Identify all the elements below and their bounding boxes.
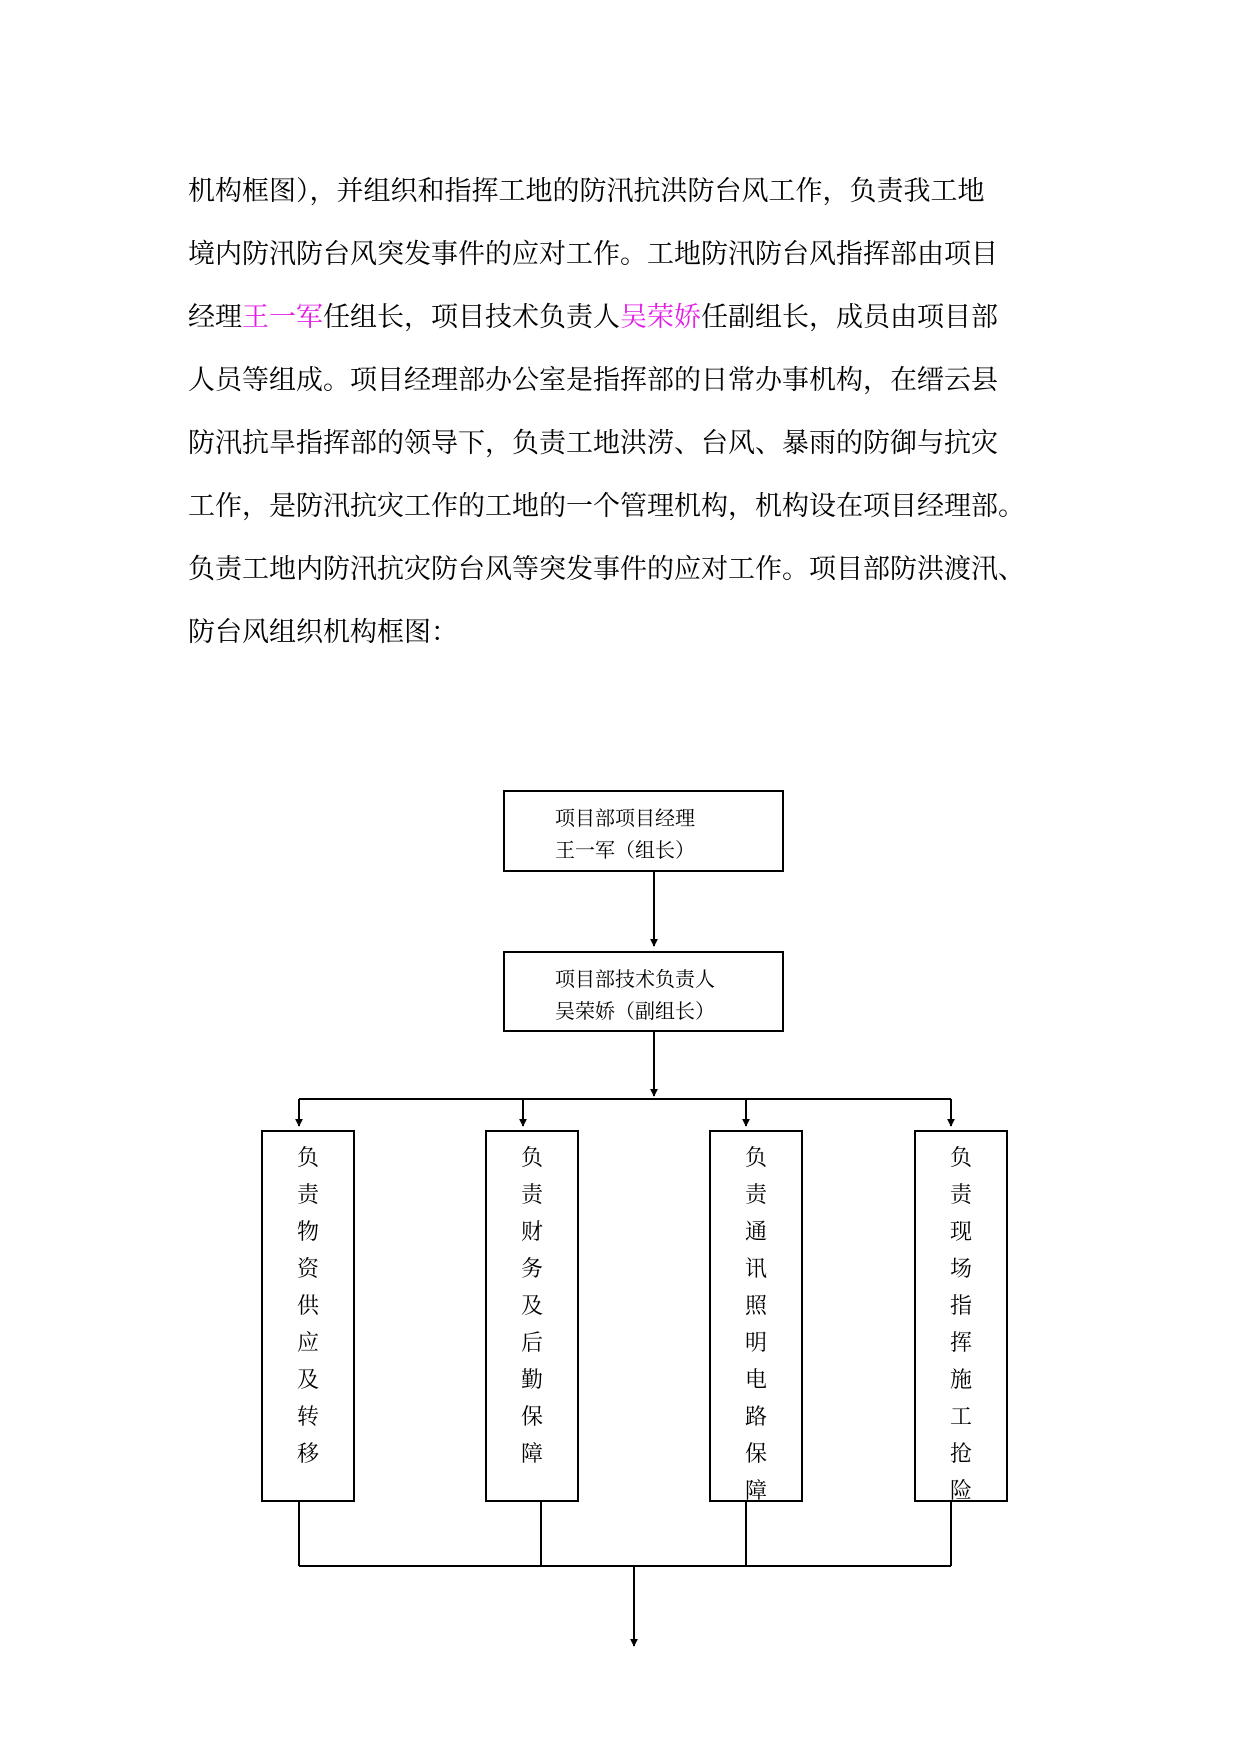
- paragraph-text: 境内防汛防台风突发事件的应对工作。工地防汛防台风指挥部由项目: [188, 239, 998, 270]
- duty-box-communications-label: 负责通讯照明电路保障: [744, 1146, 767, 1504]
- duty-box-finance-label: 负责财务及后勤保障: [520, 1146, 543, 1467]
- duty-box-onsite-command: [914, 1130, 1008, 1502]
- paragraph-text: 经理: [188, 302, 242, 333]
- highlighted-name: 吴荣娇: [620, 302, 701, 333]
- manager-box-title: 项目部项目经理: [555, 806, 695, 830]
- paragraph-text: 工作，是防汛抗灾工作的工地的一个管理机构，机构设在项目经理部。: [188, 491, 1025, 522]
- duty-box-supplies-label: 负责物资供应及转移: [296, 1146, 319, 1467]
- paragraph-text: 人员等组成。项目经理部办公室是指挥部的日常办事机构，在缙云县: [188, 365, 998, 396]
- highlighted-name: 王一军: [242, 302, 323, 333]
- duty-box-supplies: [261, 1130, 355, 1502]
- tech-lead-box-name: 吴荣娇（副组长）: [555, 999, 715, 1023]
- paragraph-text: 任组长，项目技术负责人: [323, 302, 620, 333]
- tech-lead-box: [503, 951, 784, 1032]
- manager-box: [503, 790, 784, 872]
- paragraph-text: 机构框图），并组织和指挥工地的防汛抗洪防台风工作，负责我工地: [188, 176, 985, 207]
- tech-lead-box-title: 项目部技术负责人: [555, 967, 715, 991]
- duty-box-onsite-command-label: 负责现场指挥施工抢险: [949, 1146, 972, 1504]
- paragraph-text: 任副组长，成员由项目部: [701, 302, 998, 333]
- paragraph-text: 防台风组织机构框图：: [188, 617, 458, 648]
- paragraph-text: 防汛抗旱指挥部的领导下，负责工地洪涝、台风、暴雨的防御与抗灾: [188, 428, 998, 459]
- duty-box-finance: [485, 1130, 579, 1502]
- duty-box-communications: [709, 1130, 803, 1502]
- manager-box-name: 王一军（组长）: [555, 838, 695, 862]
- paragraph-text: 负责工地内防汛抗灾防台风等突发事件的应对工作。项目部防洪渡汛、: [188, 554, 1025, 585]
